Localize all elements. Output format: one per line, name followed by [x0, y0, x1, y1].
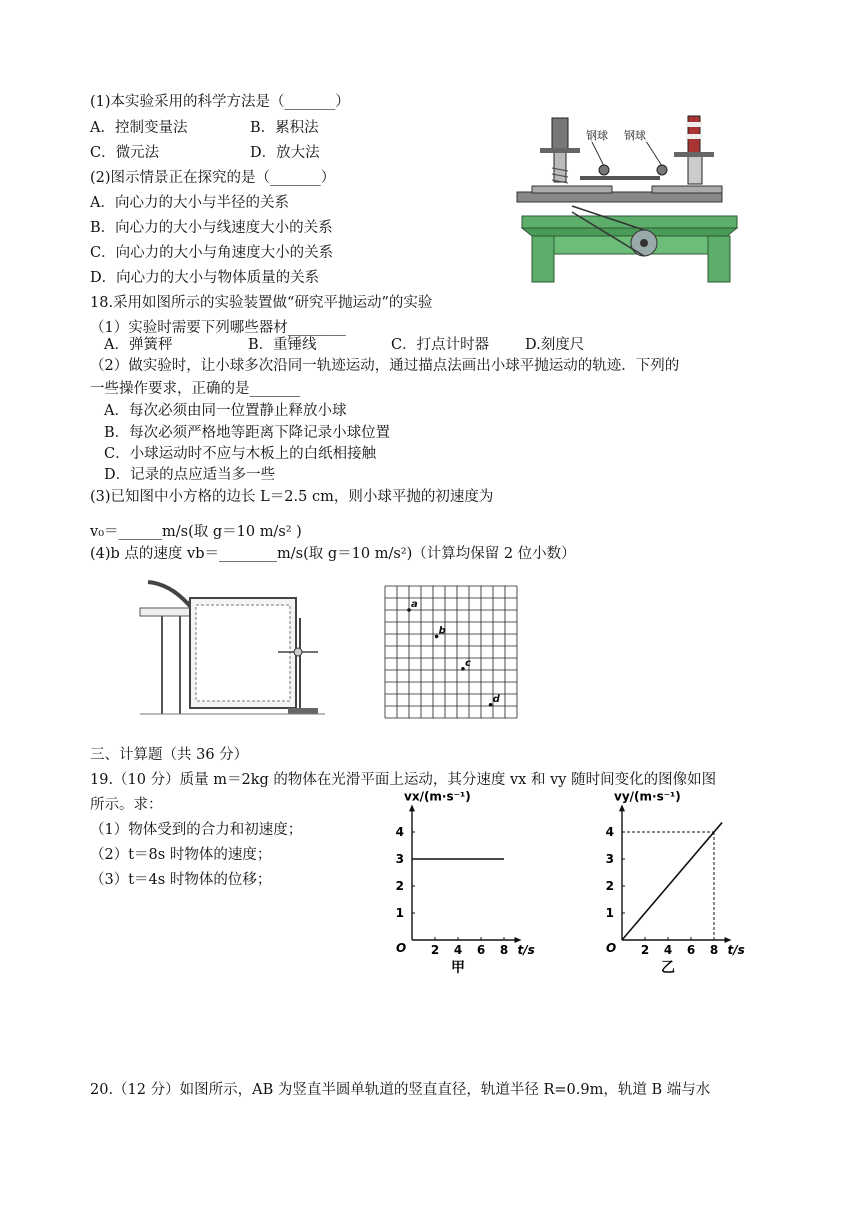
- q19-line1: 19.（10 分）质量 m＝2kg 的物体在光滑平面上运动，其分速度 vx 和 vy 随时间变化的图像如图: [90, 772, 717, 788]
- y-tick-label: 2: [605, 879, 614, 893]
- y-tick-label: 3: [395, 852, 404, 866]
- q18-part2-option-a: A．每次必须由同一位置静止释放小球: [104, 403, 347, 419]
- series-line: [622, 823, 722, 940]
- x-tick-label: 2: [430, 943, 440, 957]
- q17-part1-option-a: A．控制变量法: [90, 120, 188, 136]
- y-axis-label: vx/(m·s⁻¹): [404, 789, 471, 804]
- x-tick-label: 4: [453, 943, 463, 957]
- y-tick-label: 4: [605, 825, 614, 839]
- y-tick-label: 2: [395, 879, 404, 893]
- grid-point-label-c: c: [465, 657, 471, 669]
- q18-part1-option-d: D.刻度尺: [525, 337, 585, 353]
- q18-title: 18.采用如图所示的实验装置做“研究平抛运动”的实验: [90, 295, 433, 311]
- origin-label: O: [396, 941, 407, 955]
- q18-part1-option-a: A．弹簧秤: [104, 337, 173, 353]
- q18-part2-option-c: C．小球运动时不应与木板上的白纸相接触: [104, 446, 377, 462]
- q17-part2-option-d: D．向心力的大小与物体质量的关系: [90, 270, 320, 286]
- section3-title: 三、计算题（共 36 分）: [90, 747, 249, 763]
- origin-label: O: [606, 941, 617, 955]
- x-tick-label: 6: [686, 943, 696, 957]
- q19-sub1: （1）物体受到的合力和初速度；: [90, 822, 303, 838]
- y-tick-label: 3: [605, 852, 614, 866]
- q18-part1-option-b: B．重锤线: [248, 337, 317, 353]
- q17-part1-option-d: D．放大法: [250, 145, 320, 161]
- q19-line2: 所示。求：: [90, 797, 163, 813]
- chart-vx: [382, 789, 535, 980]
- chart-caption: 甲: [451, 960, 465, 976]
- grid-point-label-b: b: [438, 625, 446, 637]
- y-tick-label: 1: [395, 906, 404, 920]
- x-axis-label: t/s: [727, 943, 745, 957]
- x-axis-label: t/s: [517, 943, 535, 957]
- q17-part2-option-b: B．向心力的大小与线速度大小的关系: [90, 220, 333, 236]
- steel-ball-label-1: 钢球: [586, 129, 608, 142]
- x-tick-label: 2: [640, 943, 650, 957]
- q19-sub3: （3）t＝4s 时物体的位移；: [90, 872, 272, 888]
- grid-point-label-d: d: [492, 693, 500, 705]
- q18-part3-line1: (3)已知图中小方格的边长 L＝2.5 cm，则小球平抛的初速度为: [90, 489, 494, 505]
- chart-vy: [592, 789, 745, 980]
- q18-part2-option-b: B．每次必须严格地等距离下降记录小球位置: [104, 425, 391, 441]
- x-tick-label: 6: [476, 943, 486, 957]
- chart-caption: 乙: [661, 960, 675, 976]
- trajectory-grid: [384, 582, 516, 722]
- q18-part2-line2: 一些操作要求，正确的是_______: [90, 381, 301, 397]
- centripetal-apparatus-figure: [512, 108, 744, 286]
- q19-sub2: （2）t＝8s 时物体的速度；: [90, 847, 272, 863]
- q17-part1: (1)本实验采用的科学方法是（_______）: [90, 94, 350, 110]
- q17-part2: (2)图示情景正在探究的是（_______）: [90, 170, 336, 186]
- q20-line1: 20.（12 分）如图所示，AB 为竖直半圆单轨道的竖直直径，轨道半径 R=0.9m，轨道 B 端与水: [90, 1082, 711, 1098]
- y-axis-label: vy/(m·s⁻¹): [614, 789, 681, 804]
- steel-ball-label-2: 钢球: [624, 129, 646, 142]
- q17-part2-option-a: A．向心力的大小与半径的关系: [90, 195, 289, 211]
- x-tick-label: 4: [663, 943, 673, 957]
- q17-part1-option-c: C．微元法: [90, 145, 160, 161]
- q18-part2-line1: （2）做实验时，让小球多次沿同一轨迹运动，通过描点法画出小球平抛运动的轨迹．下列的: [90, 358, 680, 374]
- q18-part2-option-d: D．记录的点应适当多一些: [104, 467, 276, 483]
- x-tick-label: 8: [709, 943, 719, 957]
- projectile-apparatus-figure: [140, 578, 325, 718]
- y-tick-label: 4: [395, 825, 404, 839]
- q18-part3-line2: v₀＝______m/s(取 g＝10 m/s² ): [90, 524, 302, 540]
- x-tick-label: 8: [499, 943, 509, 957]
- q18-part4: (4)b 点的速度 vb＝________m/s(取 g＝10 m/s²)（计算均保留 2 位小数）: [90, 546, 576, 562]
- q18-part1-option-c: C．打点计时器: [391, 337, 490, 353]
- q17-part2-option-c: C．向心力的大小与角速度大小的关系: [90, 245, 334, 261]
- grid-point-label-a: a: [411, 599, 418, 610]
- q18-part1: （1）实验时需要下列哪些器材________: [90, 320, 346, 336]
- y-tick-label: 1: [605, 906, 614, 920]
- q17-part1-option-b: B．累积法: [250, 120, 319, 136]
